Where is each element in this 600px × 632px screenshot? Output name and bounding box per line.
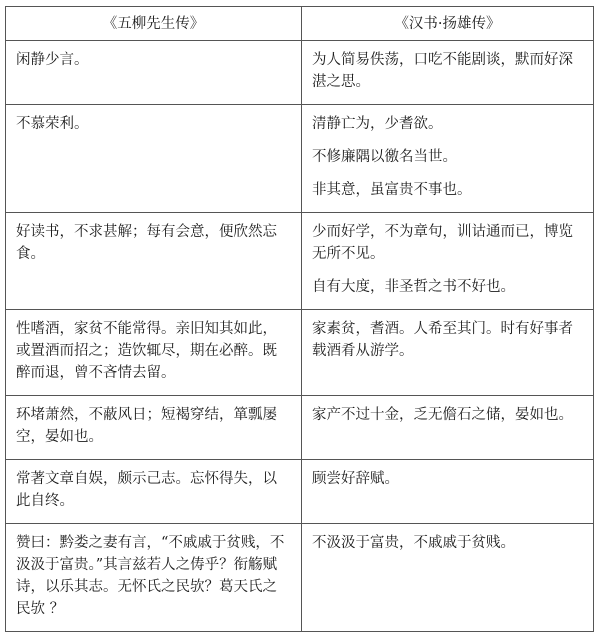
- right-cell: 顾尝好辞赋。: [302, 460, 594, 524]
- left-cell: 闲静少言。: [6, 41, 302, 105]
- table-row: [6, 105, 594, 213]
- comparison-table: [5, 6, 594, 632]
- left-cell: 性嗜酒，家贫不能常得。亲旧知其如此，或置酒而招之；造饮辄尽，期在必醉。既醉而退，曾不吝情去留。: [6, 310, 302, 396]
- table-row: [6, 41, 594, 105]
- right-cell: 少而好学，不为章句，训诂通而已，博览无所不见。 自有大度，非圣哲之书不好也。: [302, 213, 594, 310]
- table-row: [6, 213, 594, 310]
- left-cell: 赞曰：黔娄之妻有言，“不戚戚于贫贱，不汲汲于富贵。”其言兹若人之俦乎？衔觞赋诗，以乐其志。无怀氏之民欤？葛天氏之民欤 ？: [6, 524, 302, 632]
- left-cell: 常著文章自娱，颇示己志。忘怀得失，以此自终。: [6, 460, 302, 524]
- right-cell: 家产不过十金，乏无儋石之储，晏如也。: [302, 396, 594, 460]
- table-row: [6, 396, 594, 460]
- header-wuliu: 《五柳先生传》: [6, 7, 302, 41]
- right-cell: 清静亡为，少耆欲。 不修廉隅以徼名当世。 非其意，虽富贵不事也。: [302, 105, 594, 213]
- right-cell: 为人简易佚荡，口吃不能剧谈，默而好深湛之思。: [302, 41, 594, 105]
- header-yangxiong: 《汉书·扬雄传》: [302, 7, 594, 41]
- table-row: [6, 460, 594, 524]
- header-row: [6, 7, 594, 41]
- left-cell: 环堵萧然，不蔽风日；短褐穿结，箪瓢屡空，晏如也。: [6, 396, 302, 460]
- table-row: [6, 524, 594, 632]
- left-cell: 不慕荣利。: [6, 105, 302, 213]
- table-row: [6, 310, 594, 396]
- right-cell: 家素贫，耆酒。人希至其门。时有好事者载酒肴从游学。: [302, 310, 594, 396]
- right-cell: 不汲汲于富贵，不戚戚于贫贱。: [302, 524, 594, 632]
- left-cell: 好读书，不求甚解；每有会意，便欣然忘食。: [6, 213, 302, 310]
